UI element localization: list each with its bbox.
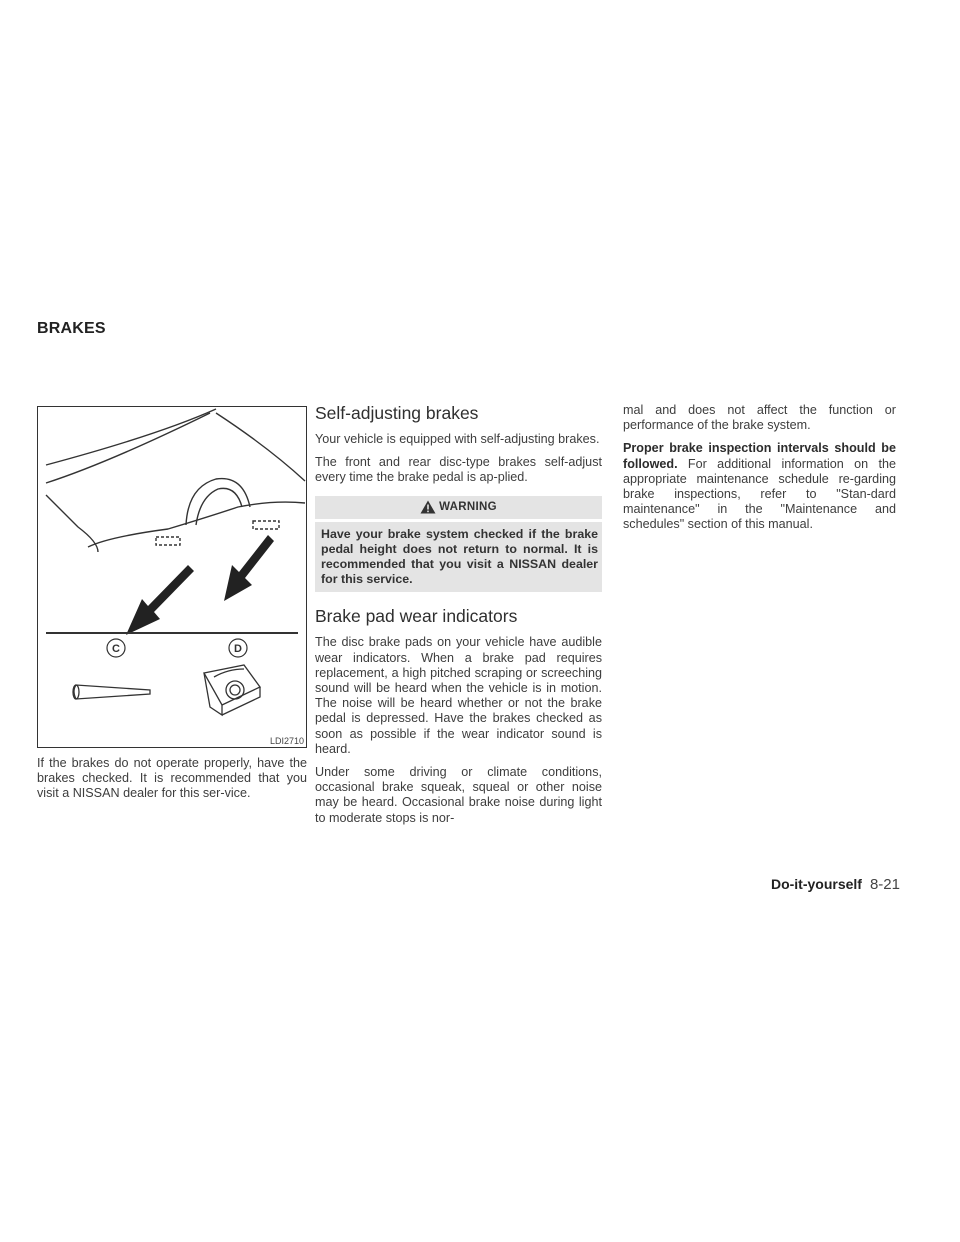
label-d: D	[234, 643, 242, 655]
warning-label: WARNING	[439, 500, 497, 513]
column-middle	[315, 403, 602, 834]
paragraph	[623, 441, 896, 532]
chapter-name: Do-it-yourself	[770, 876, 862, 892]
heading-brake-pad-wear-indicators: Brake pad wear indicators	[315, 606, 518, 627]
figure-illustration	[38, 407, 306, 747]
warning-header	[315, 496, 602, 519]
page-number: 8-21	[869, 876, 900, 893]
warning-icon	[420, 500, 436, 514]
column-left	[37, 756, 307, 810]
bold-lead: Proper brake inspection intervals should be followed.	[623, 441, 896, 471]
warning-text: Have your brake system checked if the brake pedal height does not return to normal. It is recommended that you visit a NISSAN dealer for this service.	[315, 522, 602, 593]
paragraph: Under some driving or climate conditions, occasional brake squeak, squeal or other noise may be heard. Occasional brake noise during light to moderate stops is nor-	[315, 765, 602, 825]
page-footer	[771, 876, 900, 893]
paragraph-rest: For additional information on the appropriate maintenance schedule re-garding brake inspections, refer to "Stan-dard maintenance" in the "Maintenance and schedules" section of this manual.	[623, 456, 896, 532]
paragraph: mal and does not affect the function or performance of the brake system.	[623, 403, 896, 433]
paragraph: The disc brake pads on your vehicle have audible wear indicators. When a brake pad requires replacement, a high pitched scraping or screeching sound will be heard when the vehicle is in motion. The noise will be heard whether or not the brake pedal is depressed. Have the brakes checked as soon as possible if the wear indicator sound is heard.	[315, 635, 602, 756]
column-right	[623, 403, 896, 541]
paragraph: If the brakes do not operate properly, have the brakes checked. It is recommended that you visit a NISSAN dealer for this ser-vice.	[37, 756, 307, 801]
paragraph: The front and rear disc-type brakes self-adjust every time the brake pedal is ap-plied.	[315, 455, 602, 485]
brake-inspection-figure	[37, 406, 307, 748]
heading-self-adjusting-brakes: Self-adjusting brakes	[315, 403, 479, 423]
figure-code: LDI2710	[269, 736, 304, 746]
section-title: BRAKES	[37, 320, 106, 337]
label-c: C	[112, 643, 120, 655]
paragraph: Your vehicle is equipped with self-adjusting brakes.	[315, 432, 600, 446]
